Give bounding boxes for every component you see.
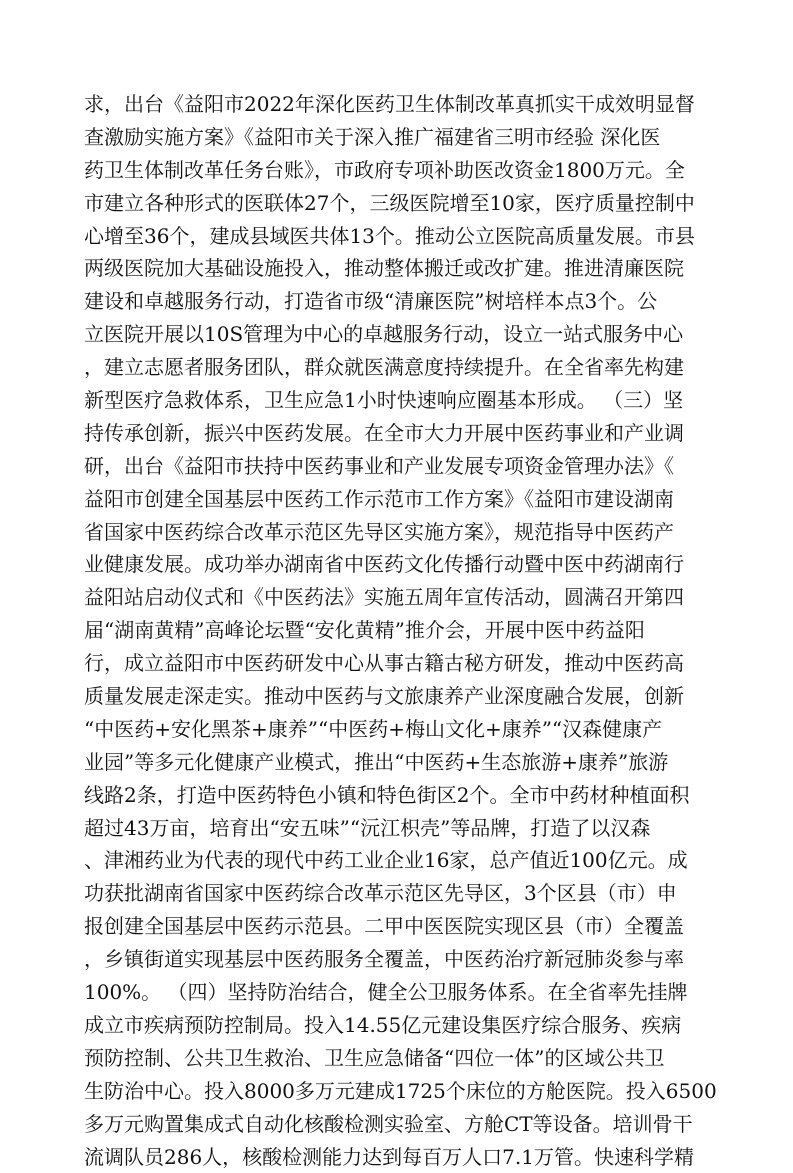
text-line: 生防治中心。投入8000多万元建成1725个床位的方舱医院。投入6500 [84, 1075, 714, 1108]
text-line: 药卫生体制改革任务台账》，市政府专项补助医改资金1800万元。全 [84, 154, 714, 187]
text-line: 查激励实施方案》《益阳市关于深入推广福建省三明市经验 深化医 [84, 121, 714, 154]
text-line: 超过43万亩，培育出“安五味”“沅江枳壳”等品牌，打造了以汉森 [84, 812, 714, 845]
text-line: 业园”等多元化健康产业模式，推出“中医药+生态旅游+康养”旅游 [84, 746, 714, 779]
text-line: 预防控制、公共卫生救治、卫生应急储备“四位一体”的区域公共卫 [84, 1042, 714, 1075]
text-line: 新型医疗急救体系，卫生应急1小时快速响应圈基本形成。 （三）坚 [84, 384, 714, 417]
text-line: 质量发展走深走实。推动中医药与文旅康养产业深度融合发展，创新 [84, 680, 714, 713]
text-line: 多万元购置集成式自动化核酸检测实验室、方舱CT等设备。培训骨干 [84, 1108, 714, 1141]
text-line: 线路2条，打造中医药特色小镇和特色街区2个。全市中药材种植面积 [84, 779, 714, 812]
text-line: 功获批湖南省国家中医药综合改革示范区先导区，3个区县（市）申 [84, 877, 714, 910]
text-line: ，乡镇街道实现基层中医药服务全覆盖，中医药治疗新冠肺炎参与率 [84, 943, 714, 976]
text-line: 求，出台《益阳市2022年深化医药卫生体制改革真抓实干成效明显督 [84, 88, 714, 121]
text-line: 届“湖南黄精”高峰论坛暨“安化黄精”推介会，开展中医中药益阳 [84, 614, 714, 647]
text-line: 、津湘药业为代表的现代中药工业企业16家，总产值近100亿元。成 [84, 844, 714, 877]
text-line: 流调队员286人，核酸检测能力达到每百万人口7.1万管。快速科学精 [84, 1141, 714, 1173]
text-line: 益阳市创建全国基层中医药工作示范市工作方案》《益阳市建设湖南 [84, 483, 714, 516]
text-line: 建设和卓越服务行动，打造省市级“清廉医院”树培样本点3个。公 [84, 285, 714, 318]
text-line: 益阳站启动仪式和《中医药法》实施五周年宣传活动，圆满召开第四 [84, 581, 714, 614]
text-line: 业健康发展。成功举办湖南省中医药文化传播行动暨中医中药湖南行 [84, 548, 714, 581]
text-line: 报创建全国基层中医药示范县。二甲中医医院实现区县（市）全覆盖 [84, 910, 714, 943]
text-line: 100%。 （四）坚持防治结合，健全公卫服务体系。在全省率先挂牌 [84, 976, 714, 1009]
text-line: “中医药+安化黑茶+康养”“中医药+梅山文化+康养”“汉森健康产 [84, 713, 714, 746]
body-text [84, 88, 714, 1173]
text-line: 成立市疾病预防控制局。投入14.55亿元建设集医疗综合服务、疾病 [84, 1009, 714, 1042]
text-line: 行，成立益阳市中医药研发中心从事古籍古秘方研发，推动中医药高 [84, 647, 714, 680]
text-line: 省国家中医药综合改革示范区先导区实施方案》，规范指导中医药产 [84, 516, 714, 549]
text-line: 立医院开展以10S管理为中心的卓越服务行动，设立一站式服务中心 [84, 318, 714, 351]
text-line: 市建立各种形式的医联体27个，三级医院增至10家，医疗质量控制中 [84, 187, 714, 220]
text-line: 两级医院加大基础设施投入，推动整体搬迁或改扩建。推进清廉医院 [84, 252, 714, 285]
text-line: 持传承创新，振兴中医药发展。在全市大力开展中医药事业和产业调 [84, 417, 714, 450]
text-line: 研，出台《益阳市扶持中医药事业和产业发展专项资金管理办法》《 [84, 450, 714, 483]
text-line: 心增至36个，建成县域医共体13个。推动公立医院高质量发展。市县 [84, 220, 714, 253]
text-line: ，建立志愿者服务团队，群众就医满意度持续提升。在全省率先构建 [84, 351, 714, 384]
